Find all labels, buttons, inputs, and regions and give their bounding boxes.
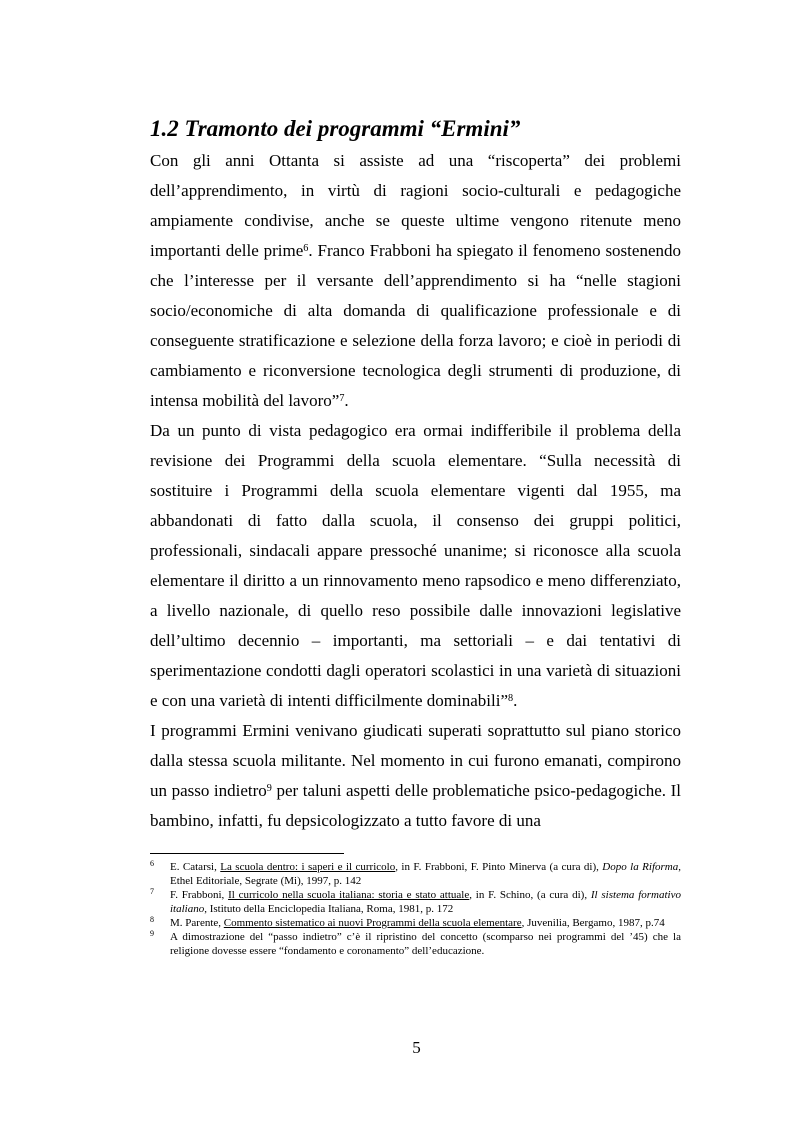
footnote-title: Il curricolo nella scuola italiana: storia e stato attuale	[228, 889, 470, 901]
footnote-separator	[150, 853, 344, 854]
paragraph-1	[150, 146, 681, 416]
footnote-number: 7	[150, 887, 154, 896]
footnote-text: , in F. Frabboni, F. Pinto Minerva (a cura di),	[395, 861, 603, 873]
footnote-ref-7[interactable]: 7	[339, 392, 345, 404]
footnote-number: 9	[150, 929, 154, 938]
footnote-number: 6	[150, 859, 154, 868]
body-text	[150, 146, 681, 836]
footnote-text: A dimostrazione del “passo indietro” c’è il ripristino del concetto (scomparso nei programmi del ’45) che la religione dovesse essere “fondamento e coronamento” dell’educazione.	[170, 931, 681, 957]
footnote-9	[150, 930, 681, 958]
paragraph-text: Da un punto di vista pedagogico era ormai indifferibile il problema della revisione dei Programmi della scuola elementare. “Sulla necessità di sostituire i Programmi della scuola elementare vigenti dal 1955, ma abbandonati di fatto dalla scuola, il consenso dei gruppi politici, professionali, sindacali appare pressoché unanime; si riconosce alla scuola elementare il diritto a un rinnovamento meno rapsodico e meno differenziato, a livello nazionale, di quello reso possibile dalle innovazioni legislative dell’ultimo decennio – importanti, ma settoriali – e dai tentativi di sperimentazione condotti dagli operatori scolastici in una varietà di situazioni e con una varietà di intenti difficilmente dominabili”	[150, 421, 681, 710]
footnote-text: , Ethel Editoriale, Segrate (Mi), 1997, p. 142	[170, 861, 681, 887]
paragraph-text: Con gli anni Ottanta si assiste ad una “riscoperta” dei problemi dell’apprendimento, in virtù di ragioni socio-culturali e pedagogiche ampiamente condivise, anche se queste ultime vengono ritenute meno importanti delle prime	[150, 151, 681, 260]
paragraph-3	[150, 716, 681, 836]
footnote-number: 8	[150, 915, 154, 924]
paragraph-text: .	[513, 691, 518, 710]
footnote-title: La scuola dentro: i saperi e il curricolo	[220, 861, 396, 873]
footnote-text: , in F. Schino, (a cura di),	[469, 889, 591, 901]
footnote-7	[150, 888, 681, 916]
paragraph-text: . Franco Frabboni ha spiegato il fenomeno sostenendo che l’interesse per il versante dell’apprendimento si ha “nelle stagioni socio/economiche di alta domanda di qualificazione professionale e di conseguente stratificazione e selezione della forza lavoro; e cioè in periodi di cambiamento e riconversione tecnologica degli strumenti di produzione, di intensa mobilità del lavoro”	[150, 241, 681, 410]
footnote-ref-9[interactable]: 9	[266, 782, 272, 794]
footnote-8	[150, 916, 681, 930]
footnote-title: Commento sistematico ai nuovi Programmi della scuola elementare	[223, 917, 522, 929]
footnote-ref-6[interactable]: 6	[303, 242, 309, 254]
footnote-book-title: Il sistema formativo italiano	[170, 889, 681, 915]
page-number: 5	[412, 1038, 421, 1057]
footnotes	[150, 860, 681, 958]
paragraph-text: per taluni aspetti delle problematiche psico-pedagogiche. Il bambino, infatti, fu depsicologizzato a tutto favore di una	[150, 781, 682, 830]
footnote-book-title: Dopo la Riforma	[602, 861, 679, 873]
footnote-author: M. Parente,	[170, 917, 224, 929]
section-heading: 1.2 Tramonto dei programmi “Ermini”	[150, 116, 521, 141]
paragraph-text: .	[344, 391, 349, 410]
footnote-ref-8[interactable]: 8	[508, 692, 514, 704]
footnote-author: F. Frabboni,	[170, 889, 229, 901]
footnote-text: , Istituto della Enciclopedia Italiana, Roma, 1981, p. 172	[204, 903, 454, 915]
paragraph-text: I programmi Ermini venivano giudicati superati soprattutto sul piano storico dalla stessa scuola militante. Nel momento in cui furono emanati, compirono un passo indietro	[150, 721, 681, 800]
paragraph-2	[150, 416, 681, 716]
footnote-author: E. Catarsi,	[170, 861, 221, 873]
footnote-text: , Juvenilia, Bergamo, 1987, p.74	[521, 917, 665, 929]
footnote-6	[150, 860, 681, 888]
